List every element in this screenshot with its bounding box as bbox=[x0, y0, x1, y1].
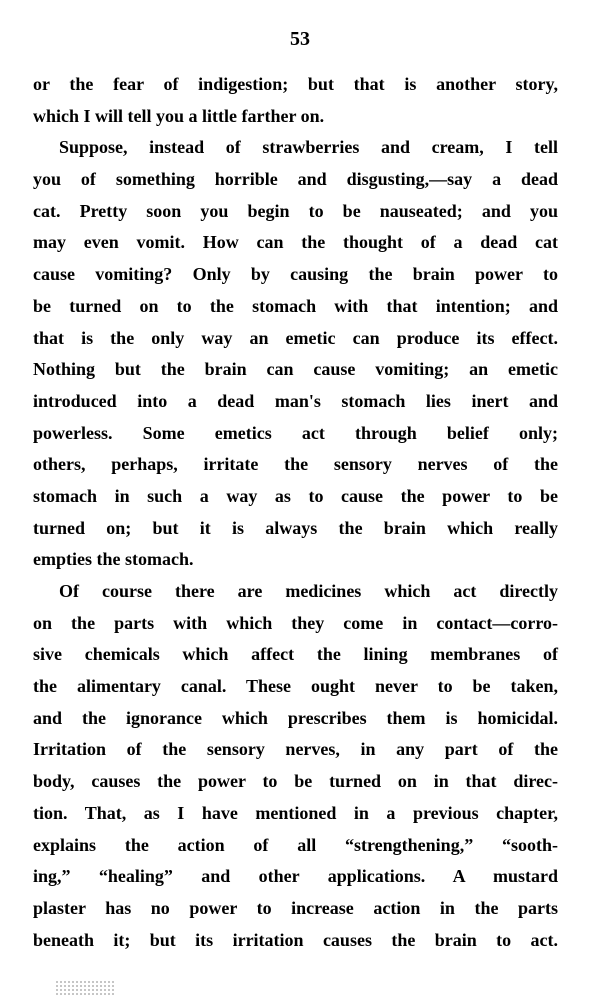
text-line: which I will tell you a little farther on. bbox=[33, 105, 325, 126]
text-line: may even vomit. How can the thought of a dead cat bbox=[33, 232, 558, 253]
text-line: on the parts with which they come in contact—corro- bbox=[33, 612, 558, 633]
text-line: Suppose, instead of strawberries and cream, I tell bbox=[59, 137, 558, 158]
text-line: stomach in such a way as to cause the power to be bbox=[33, 485, 558, 506]
text-line: empties the stomach. bbox=[33, 549, 194, 570]
text-line: Irritation of the sensory nerves, in any part of the bbox=[33, 739, 558, 760]
body-text bbox=[33, 74, 558, 961]
text-line: introduced into a dead man's stomach lies inert and bbox=[33, 390, 558, 411]
text-line: tion. That, as I have mentioned in a previous chapter, bbox=[33, 802, 558, 823]
text-line: body, causes the power to be turned on in that direc- bbox=[33, 771, 558, 792]
text-line: the alimentary canal. These ought never to be taken, bbox=[33, 676, 558, 697]
text-line: turned on; but it is always the brain which really bbox=[33, 517, 558, 538]
text-line: cause vomiting? Only by causing the brain power to bbox=[33, 264, 558, 285]
scan-smudge bbox=[55, 980, 115, 995]
text-line: sive chemicals which affect the lining membranes of bbox=[33, 644, 558, 665]
text-line: be turned on to the stomach with that intention; and bbox=[33, 295, 558, 316]
text-line: or the fear of indigestion; but that is another story, bbox=[33, 74, 558, 94]
text-line: cat. Pretty soon you begin to be nauseated; and you bbox=[33, 200, 558, 221]
text-line: that is the only way an emetic can produce its effect. bbox=[33, 327, 558, 348]
text-line: Of course there are medicines which act directly bbox=[59, 581, 558, 601]
text-line: beneath it; but its irritation causes the brain to act. bbox=[33, 929, 558, 950]
text-line: Nothing but the brain can cause vomiting; an emetic bbox=[33, 359, 558, 380]
text-line: you of something horrible and disgusting,—say a dead bbox=[33, 169, 558, 190]
text-line: powerless. Some emetics act through belief only; bbox=[33, 422, 558, 443]
text-line: plaster has no power to increase action in the parts bbox=[33, 897, 558, 918]
text-line: explains the action of all “strengthening,” “sooth- bbox=[33, 834, 558, 855]
text-line: and the ignorance which prescribes them is homicidal. bbox=[33, 707, 558, 728]
text-line: ing,” “healing” and other applications. A mustard bbox=[33, 866, 558, 887]
text-line: others, perhaps, irritate the sensory nerves of the bbox=[33, 454, 558, 475]
page-number: 53 bbox=[290, 28, 310, 50]
